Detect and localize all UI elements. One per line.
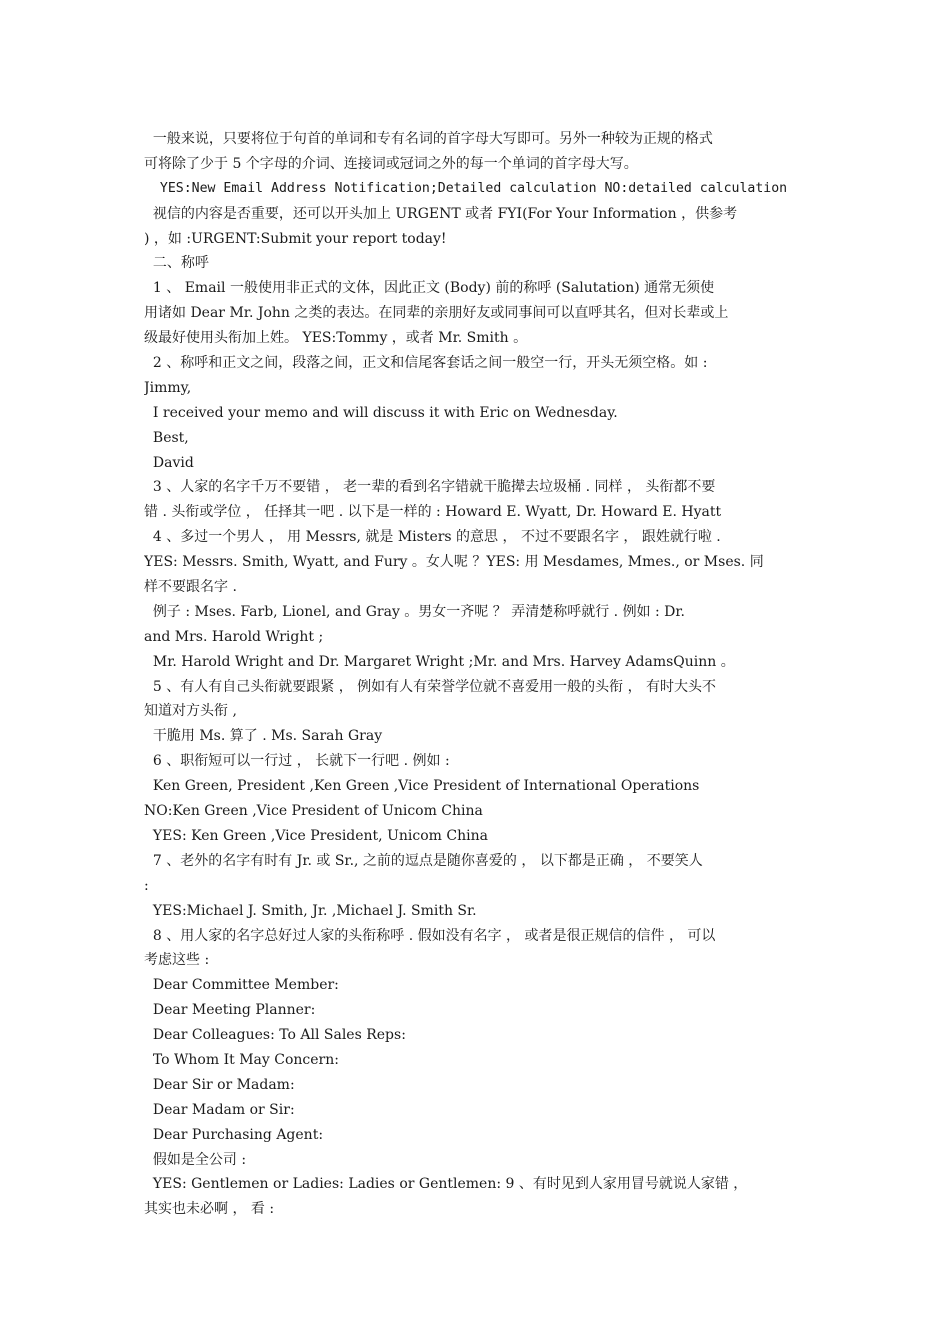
paragraph-line-7: 1 、 Email 一般使用非正式的文体，因此正文 (Body) 前的称呼 (Salutation) 通常无须使 — [144, 280, 715, 297]
paragraph-line-1: 一般来说，只要将位于句首的单词和专有名词的首字母大写即可。另外一种较为正规的格式 — [144, 131, 713, 147]
paragraph-line-16: 错 . 头衔或学位 ， 任择其一吧 . 以下是一样的 : Howard E. Wyatt, Dr. Howard E. Hyatt — [144, 504, 722, 521]
paragraph-line-42: 假如是全公司 : — [144, 1151, 247, 1168]
paragraph-line-9: 级最好使用头衔加上姓。 YES:Tommy ，或者 Mr. Smith 。 — [144, 330, 528, 347]
paragraph-line-35: Dear Committee Member: — [144, 977, 339, 994]
paragraph-line-39: Dear Sir or Madam: — [144, 1076, 295, 1093]
paragraph-line-22: Mr. Harold Wright and Dr. Margaret Wright ;Mr. and Mrs. Harvey AdamsQuinn 。 — [144, 653, 735, 670]
paragraph-line-27: Ken Green, President ,Ken Green ,Vice President of International Operations — [144, 778, 700, 795]
paragraph-line-30: 7 、老外的名字有时有 Jr. 或 Sr., 之前的逗点是随你喜爱的 ， 以下都是正确 ， 不要笑人 — [144, 852, 703, 869]
paragraph-line-13: Best, — [144, 429, 189, 446]
paragraph-line-4: 视信的内容是否重要，还可以开头加上 URGENT 或者 FYI(For Your Information ，供参考 — [144, 205, 738, 222]
paragraph-line-40: Dear Madam or Sir: — [144, 1101, 295, 1118]
paragraph-line-12: I received your memo and will discuss it with Eric on Wednesday. — [144, 404, 618, 421]
paragraph-line-15: 3 、人家的名字千万不要错 ， 老一辈的看到名字错就干脆撵去垃圾桶 . 同样 ， 头衔都不要 — [144, 479, 716, 496]
document-body — [144, 127, 808, 1222]
paragraph-line-33: 8 、用人家的名字总好过人家的头衔称呼 . 假如没有名字 ， 或者是很正规信的信件 ， 可以 — [144, 927, 716, 944]
paragraph-line-21: and Mrs. Harold Wright ; — [144, 628, 324, 645]
paragraph-line-10: 2 、称呼和正文之间，段落之间，正文和信尾客套话之间一般空一行，开头无须空格。如 : — [144, 355, 708, 372]
paragraph-line-44: 其实也未必啊 ， 看 : — [144, 1201, 275, 1218]
paragraph-line-34: 考虑这些 : — [144, 952, 210, 969]
paragraph-line-43: YES: Gentlemen or Ladies: Ladies or Gentlemen: 9 、有时见到人家用冒号就说人家错 ， — [144, 1176, 748, 1193]
paragraph-line-32: YES:Michael J. Smith, Jr. ,Michael J. Smith Sr. — [144, 902, 477, 919]
paragraph-line-38: To Whom It May Concern: — [144, 1051, 339, 1068]
paragraph-line-26: 6 、职衔短可以一行过 ， 长就下一行吧 . 例如 : — [144, 753, 450, 770]
paragraph-line-14: David — [144, 454, 194, 471]
paragraph-line-8: 用诸如 Dear Mr. John 之类的表达。在同辈的亲朋好友或同事间可以直呼其名，但对长辈或上 — [144, 305, 729, 322]
paragraph-line-2: 可将除了少于 5 个字母的介词、连接词或冠词之外的每一个单词的首字母大写。 — [144, 155, 638, 172]
paragraph-line-24: 知道对方头衔 , — [144, 703, 237, 720]
paragraph-line-29: YES: Ken Green ,Vice President, Unicom China — [144, 827, 488, 844]
paragraph-line-23: 5 、有人有自己头衔就要跟紧 ， 例如有人有荣誉学位就不喜爱用一般的头衔 ， 有时大头不 — [144, 678, 717, 695]
paragraph-line-41: Dear Purchasing Agent: — [144, 1126, 324, 1143]
paragraph-line-18: YES: Messrs. Smith, Wyatt, and Fury 。女人呢 ？YES: 用 Mesdames, Mmes., or Mses. 同 — [144, 554, 764, 571]
paragraph-line-20: 例子 : Mses. Farb, Lionel, and Gray 。男女一齐呢 ？ 弄清楚称呼就行 . 例如 : Dr. — [144, 603, 686, 620]
paragraph-line-19: 样不要跟名字 . — [144, 579, 237, 596]
paragraph-line-25: 干脆用 Ms. 算了 . Ms. Sarah Gray — [144, 728, 383, 745]
paragraph-line-36: Dear Meeting Planner: — [144, 1002, 316, 1019]
paragraph-line-5: ) ，如 :URGENT:Submit your report today! — [144, 230, 447, 247]
paragraph-line-3: YES:New Email Address Notification;Detailed calculation NO:detailed calculation — [144, 180, 788, 196]
paragraph-line-11: Jimmy, — [144, 379, 192, 396]
paragraph-line-37: Dear Colleagues: To All Sales Reps: — [144, 1027, 406, 1044]
paragraph-line-17: 4 、多过一个男人 ， 用 Messrs, 就是 Misters 的意思 ， 不过不要跟名字 ， 跟姓就行啦 . — [144, 529, 721, 546]
paragraph-line-31: : — [144, 877, 149, 894]
section-heading-salutation: 二、称呼 — [144, 255, 209, 272]
paragraph-line-28: NO:Ken Green ,Vice President of Unicom China — [144, 803, 483, 820]
